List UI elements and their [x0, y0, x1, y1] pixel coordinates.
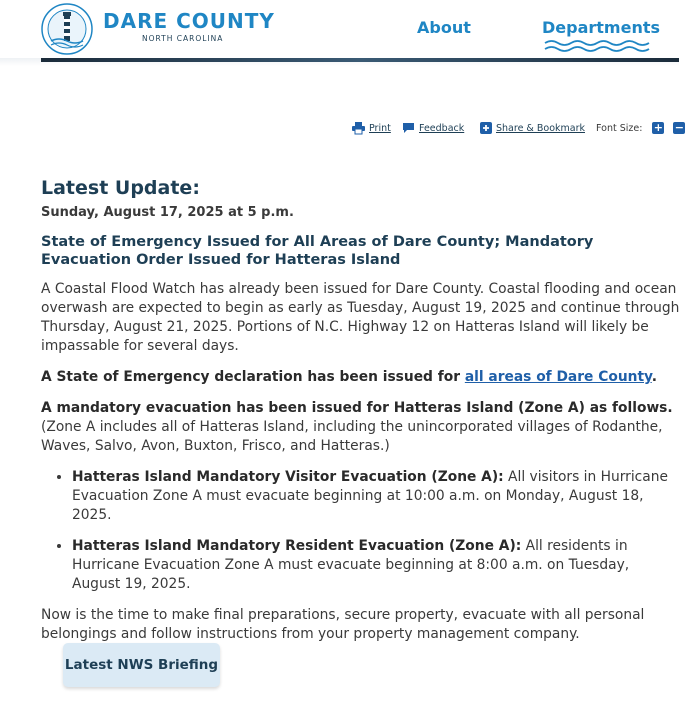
- font-increase-button[interactable]: +: [653, 121, 664, 134]
- evacuation-list: [41, 468, 681, 594]
- flood-watch-paragraph: A Coastal Flood Watch has already been issued for Dare County. Coastal flooding and ocean overwash are expected to begin as early as Tuesday, August 19, 2025 and continue through Thursday, August 21, 2025. Portions of N.C. Highway 12 on Hatteras Island will likely be impassable for several days.: [41, 281, 680, 354]
- preparation-paragraph: Now is the time to make final preparations, secure property, evacuate with all personal belongings and follow instructions from your property management company.: [41, 607, 645, 642]
- list-item-resident-evacuation: • Hatteras Island Mandatory Resident Evacuation (Zone A): All residents in Hurricane Evacuation Zone A must evacuate beginning at 8:00 a.m. on Tuesday, August 19, 2025.: [72, 537, 681, 594]
- evacuation-bold-text: A mandatory evacuation has been issued for Hatteras Island (Zone A) as follows.: [41, 400, 673, 416]
- main-content: [41, 176, 681, 644]
- county-seal-logo[interactable]: [41, 3, 93, 55]
- print-tool[interactable]: [352, 122, 391, 134]
- feedback-bubble-icon: [402, 122, 415, 134]
- list-item-visitor-evacuation: • Hatteras Island Mandatory Visitor Evacuation (Zone A): All visitors in Hurricane Evacuation Zone A must evacuate beginning at 10:00 a.m. on Monday, August 18, 2025.: [72, 468, 681, 525]
- font-decrease-button[interactable]: −: [674, 121, 685, 134]
- update-headline: State of Emergency Issued for All Areas of Dare County; Mandatory Evacuation Order Issued for Hatteras Island: [41, 234, 594, 268]
- active-nav-waves-icon: [543, 39, 649, 53]
- font-size-label: Font Size:: [596, 122, 643, 134]
- share-bookmark-link[interactable]: Share & Bookmark: [496, 122, 585, 134]
- feedback-tool[interactable]: [402, 122, 464, 134]
- print-link[interactable]: Print: [369, 122, 391, 134]
- nav-about[interactable]: About: [417, 18, 471, 37]
- brand-title[interactable]: DARE COUNTY: [103, 9, 275, 33]
- header-banner-strip: [41, 58, 679, 62]
- printer-icon: [352, 122, 365, 134]
- evacuation-detail-text: (Zone A includes all of Hatteras Island, including the unincorporated villages of Rodanthe, Waves, Salvo, Avon, Buxton, Frisco, and Hatteras.): [41, 419, 663, 454]
- font-size-tool: [596, 122, 685, 134]
- update-date: Sunday, August 17, 2025 at 5 p.m.: [41, 205, 294, 220]
- latest-nws-briefing-button[interactable]: Latest NWS Briefing: [63, 643, 220, 687]
- share-plus-icon: [480, 122, 492, 134]
- share-tool[interactable]: [480, 122, 585, 134]
- page-title: Latest Update:: [41, 177, 200, 199]
- brand-subtitle: NORTH CAROLINA: [142, 34, 224, 43]
- site-header: [0, 0, 679, 58]
- feedback-link[interactable]: Feedback: [419, 122, 465, 134]
- soe-text: A State of Emergency declaration has been issued for all areas of Dare County.: [41, 369, 658, 385]
- nav-departments[interactable]: Departments: [542, 18, 661, 37]
- evacuation-paragraph: [41, 399, 681, 456]
- state-of-emergency-paragraph: [41, 368, 681, 387]
- all-areas-link[interactable]: all areas of Dare County: [464, 369, 652, 385]
